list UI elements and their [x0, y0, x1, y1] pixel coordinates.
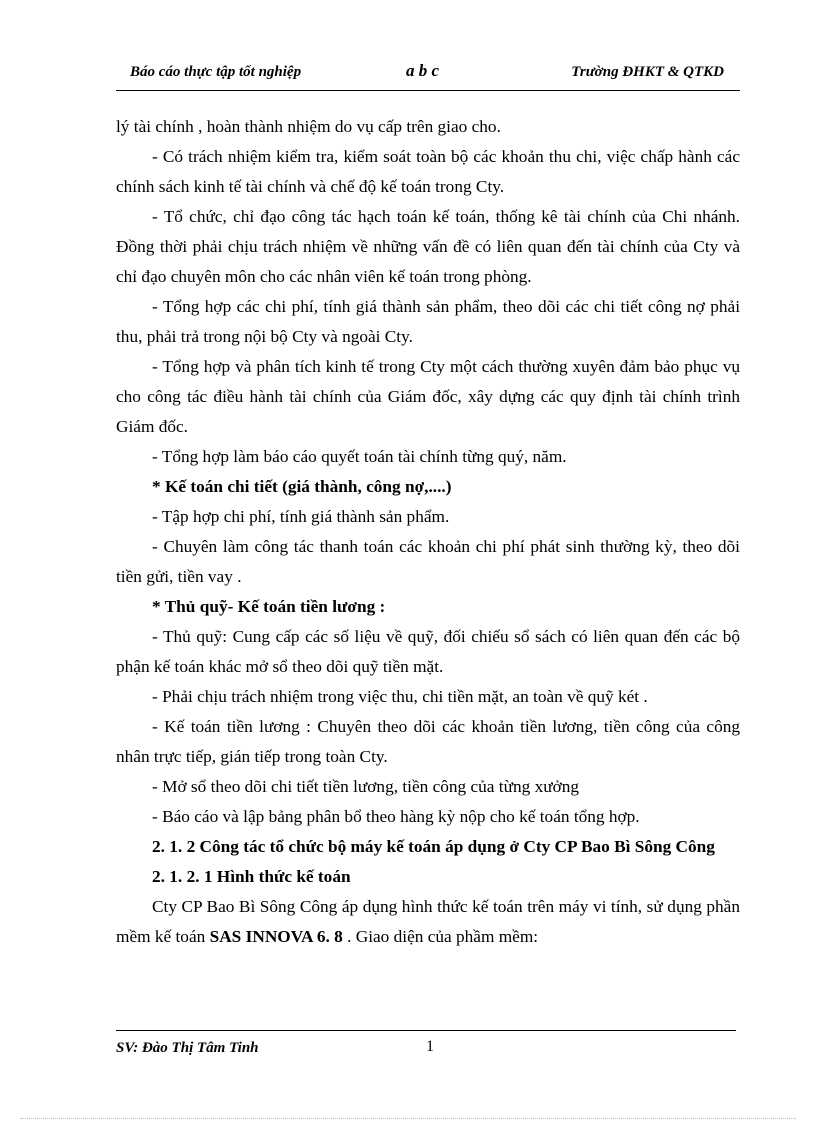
paragraph-text: - Mở sổ theo dõi chi tiết tiền lương, tiền công của từng xưởng [152, 777, 579, 796]
paragraph-text: - Có trách nhiệm kiểm tra, kiểm soát toàn bộ các khoản thu chi, việc chấp hành các chính sách kinh tế tài chính và chế độ kế toán trong Cty. [116, 147, 740, 196]
paragraph-text: 2. 1. 2. 1 Hình thức kế toán [152, 867, 351, 886]
body-paragraph [116, 532, 740, 592]
body-paragraph [116, 142, 740, 202]
paragraph-text: lý tài chính , hoàn thành nhiệm do vụ cấp trên giao cho. [116, 117, 501, 136]
paragraph-text: - Tổng hợp và phân tích kinh tế trong Cty một cách thường xuyên đảm bảo phục vụ cho công tác điều hành tài chính của Giám đốc, xây dựng các quy định tài chính trình Giám đốc. [116, 357, 740, 436]
body-paragraph [116, 802, 740, 832]
body-paragraph [116, 712, 740, 772]
paragraph-text: * Thủ quỹ- Kế toán tiền lương : [152, 597, 386, 616]
paragraph-text: - Tập hợp chi phí, tính giá thành sản phẩm. [152, 507, 450, 526]
body-paragraph [116, 622, 740, 682]
body-paragraph [116, 112, 740, 142]
body-paragraph [116, 292, 740, 352]
body-paragraph [116, 682, 740, 712]
paragraph-text: - Tổng hợp làm báo cáo quyết toán tài chính từng quý, năm. [152, 447, 567, 466]
paragraph-text: Cty CP Bao Bì Sông Công áp dụng hình thức kế toán trên máy vi tính, sử dụng phần mềm kế toán [116, 897, 740, 946]
header-school-name: Trường ĐHKT & QTKD [571, 64, 724, 80]
paragraph-text: - Thủ quỹ: Cung cấp các số liệu về quỹ, đối chiếu sổ sách có liên quan đến các bộ phận kế toán khác mở sổ theo dõi quỹ tiền mặt. [116, 627, 740, 676]
body-paragraph [116, 502, 740, 532]
body-paragraph [116, 352, 740, 442]
document-body [116, 112, 740, 952]
section-heading [116, 472, 740, 502]
paragraph-text: - Báo cáo và lập bảng phân bổ theo hàng kỳ nộp cho kế toán tổng hợp. [152, 807, 640, 826]
paragraph-text: - Tổ chức, chỉ đạo công tác hạch toán kế toán, thống kê tài chính của Chi nhánh. Đồng thời phải chịu trách nhiệm về những vấn đề có liên quan đến tài chính của Cty và chỉ đạo chuyên môn cho các nhân viên kế toán trong phòng. [116, 207, 740, 286]
body-paragraph [116, 772, 740, 802]
footer-student-name: SV: Đào Thị Tâm Tinh [116, 1040, 259, 1056]
footer-divider [116, 1030, 736, 1031]
body-paragraph [116, 442, 740, 472]
software-name: SAS INNOVA 6. 8 [209, 927, 343, 946]
paragraph-text: - Phải chịu trách nhiệm trong việc thu, chi tiền mặt, an toàn về quỹ két . [152, 687, 648, 706]
body-paragraph [116, 892, 740, 952]
paragraph-text: * Kế toán chi tiết (giá thành, công nợ,....) [152, 477, 452, 496]
body-paragraph [116, 202, 740, 292]
section-heading [116, 592, 740, 622]
paragraph-text: - Tổng hợp các chi phí, tính giá thành sản phẩm, theo dõi các chi tiết công nợ phải thu, phải trả trong nội bộ Cty và ngoài Cty. [116, 297, 740, 346]
section-heading [116, 832, 740, 862]
section-heading [116, 862, 740, 892]
paragraph-text: - Kế toán tiền lương : Chuyên theo dõi các khoản tiền lương, tiền công của công nhân trực tiếp, gián tiếp trong toàn Cty. [116, 717, 740, 766]
header-ornament: a b c [406, 61, 440, 80]
paragraph-text: 2. 1. 2 Công tác tổ chức bộ máy kế toán áp dụng ở Cty CP Bao Bì Sông Công [152, 837, 715, 856]
paragraph-tail: . Giao diện của phầm mềm: [342, 927, 539, 946]
header-report-title: Báo cáo thực tập tốt nghiệp [130, 64, 302, 80]
paragraph-text: - Chuyên làm công tác thanh toán các khoản chi phí phát sinh thường kỳ, theo dõi tiền gửi, tiền vay . [116, 537, 740, 586]
page-bottom-border [20, 1118, 796, 1119]
page-header [116, 56, 740, 91]
page-number: 1 [426, 1038, 434, 1055]
